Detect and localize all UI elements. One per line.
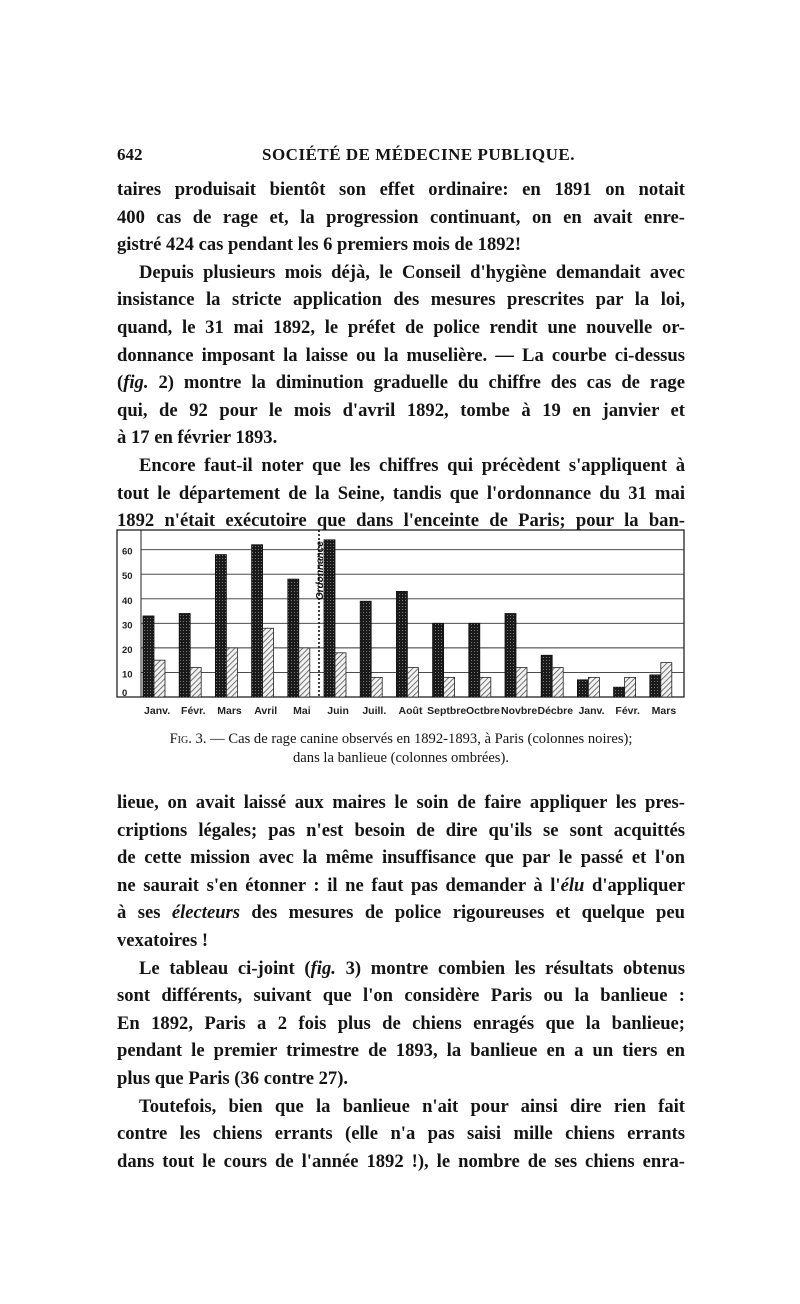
page-number: 642	[117, 145, 143, 164]
bar-paris	[179, 614, 190, 698]
x-tick-label: Août	[398, 705, 423, 717]
y-tick-label: 0	[122, 688, 128, 699]
text-line: de cette mission avec la même insuffisance que par le passé et l'on	[117, 847, 685, 869]
text-line: pendant le premier trimestre de 1893, la banlieue en a un tiers en	[117, 1040, 685, 1062]
x-tick-label: Mai	[293, 705, 311, 717]
x-tick-label: Juin	[327, 705, 349, 717]
text-line: 1892 n'était exécutoire que dans l'enceinte de Paris; pour la ban-	[117, 510, 685, 532]
text-line: Toutefois, bien que la banlieue n'ait pour ainsi dire rien fait	[139, 1095, 685, 1117]
bar-banlieue	[407, 668, 418, 697]
body-text-bottom	[117, 789, 685, 1175]
bar-banlieue	[552, 668, 563, 697]
x-tick-label: Janv.	[144, 705, 171, 717]
text-line: sont différents, suivant que l'on considère Paris ou la banlieue :	[117, 985, 685, 1007]
text-line: criptions légales; pas n'est besoin de dire qu'ils se sont acquittés	[117, 819, 685, 841]
bar-banlieue	[588, 677, 599, 697]
bar-paris	[215, 555, 226, 697]
y-tick-label: 60	[122, 546, 133, 558]
text-line: En 1892, Paris a 2 fois plus de chiens enragés que la banlieue;	[117, 1012, 685, 1034]
bar-banlieue	[371, 677, 382, 697]
text-line: à 17 en février 1893.	[117, 427, 278, 449]
text-line: qui, de 92 pour le mois d'avril 1892, tombe à 19 en janvier et	[117, 399, 685, 421]
x-tick-label: Décbre	[537, 705, 574, 717]
text-line: vexatoires !	[117, 929, 209, 951]
text-line: insistance la stricte application des mesures prescrites par la loi,	[117, 289, 685, 311]
text-line: (fig. 2) montre la diminution graduelle du chiffre des cas de rage	[117, 372, 685, 394]
text-line: donnance imposant la laisse ou la muselière. — La courbe ci-dessus	[117, 344, 685, 366]
bar-paris	[614, 687, 625, 697]
x-tick-label: Mars	[651, 705, 677, 717]
bar-paris	[505, 614, 516, 698]
bar-banlieue	[154, 660, 165, 697]
text-line: Encore faut-il noter que les chiffres qui précèdent s'appliquent à	[139, 454, 685, 476]
caption-text: — Cas de rage canine observés en 1892-1893, à Paris (colonnes noires);	[210, 731, 633, 747]
y-tick-label: 20	[122, 644, 133, 656]
bar-banlieue	[335, 653, 346, 697]
bar-paris	[469, 623, 480, 697]
bar-paris	[577, 680, 588, 697]
x-tick-label: Avril	[254, 705, 278, 717]
text-line: taires produisait bientôt son effet ordinaire: en 1891 on notait	[117, 179, 685, 200]
y-tick-label: 30	[122, 620, 133, 632]
ordinance-annotation: Ordonnance	[315, 541, 326, 600]
bar-paris	[433, 623, 444, 697]
bar-banlieue	[661, 663, 672, 697]
bar-paris	[360, 601, 371, 697]
figure-label: Fig. 3.	[169, 731, 207, 747]
bar-paris	[288, 579, 299, 697]
bar-banlieue	[516, 668, 527, 697]
x-tick-label: Févr.	[615, 705, 640, 717]
text-line: plus que Paris (36 contre 27).	[117, 1067, 349, 1089]
x-tick-label: Juill.	[362, 705, 387, 717]
bar-paris	[541, 655, 552, 697]
bar-banlieue	[625, 677, 636, 697]
y-tick-label: 50	[122, 571, 133, 583]
bar-banlieue	[444, 677, 455, 697]
bar-paris	[396, 591, 407, 697]
bar-banlieue	[299, 648, 310, 697]
text-line: ne saurait s'en étonner : il ne faut pas demander à l'élu d'appliquer	[117, 874, 685, 896]
text-line: Le tableau ci-joint (fig. 3) montre combien les résultats obtenus	[139, 957, 685, 979]
text-line: Depuis plusieurs mois déjà, le Conseil d'hygiène demandait avec	[139, 261, 685, 283]
bar-banlieue	[190, 668, 201, 697]
x-tick-label: Septbre	[427, 705, 467, 717]
bar-banlieue	[263, 628, 274, 697]
bar-banlieue	[226, 648, 237, 697]
bar-paris	[252, 545, 263, 697]
figure-caption	[117, 730, 685, 768]
x-tick-label: Janv.	[578, 705, 605, 717]
caption-line-2: dans la banlieue (colonnes ombrées).	[293, 750, 509, 766]
caption-line-1	[117, 730, 685, 749]
x-tick-label: Mars	[217, 705, 242, 717]
x-tick-label: Novbre	[501, 705, 538, 717]
y-tick-label: 40	[122, 595, 133, 607]
bar-banlieue	[480, 677, 491, 697]
bar-paris	[650, 675, 661, 697]
text-line: gistré 424 cas pendant les 6 premiers mois de 1892!	[117, 234, 522, 256]
text-line: contre les chiens errants (elle n'a pas saisi mille chiens errants	[117, 1123, 685, 1145]
text-line: lieue, on avait laissé aux maires le soin de faire appliquer les pres-	[117, 792, 685, 813]
x-tick-label: Octbre	[465, 705, 500, 717]
running-title: SOCIÉTÉ DE MÉDECINE PUBLIQUE.	[262, 145, 576, 164]
text-line: quand, le 31 mai 1892, le préfet de police rendit une nouvelle or-	[117, 316, 685, 338]
text-line: à ses électeurs des mesures de police rigoureuses et quelque peu	[117, 902, 685, 924]
text-line: dans tout le cours de l'année 1892 !), le nombre de ses chiens enra-	[117, 1150, 685, 1172]
text-line: tout le département de la Seine, tandis que l'ordonnance du 31 mai	[117, 482, 685, 504]
text-line: 400 cas de rage et, la progression continuant, on en avait enre-	[117, 206, 685, 228]
x-tick-label: Févr.	[181, 705, 206, 717]
y-tick-label: 10	[122, 669, 133, 681]
bar-paris	[143, 616, 154, 697]
